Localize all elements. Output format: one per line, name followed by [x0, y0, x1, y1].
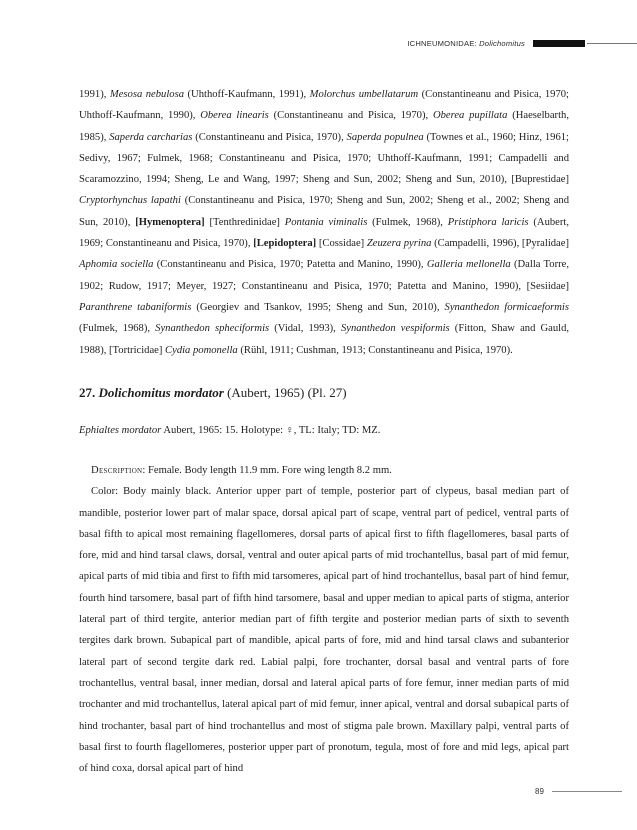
description-intro: [79, 460, 569, 481]
footer-rule: [552, 791, 622, 792]
citation-text: (Constantineanu and Pisica, 1970; Uhthoff-Kaufmann, 1990),: [79, 89, 569, 122]
citation-text: [Tenthredinidae]: [204, 216, 285, 228]
order-name: [Lepidoptera]: [253, 238, 317, 250]
citation-text: (Fitton, Shaw and Gauld, 1988), [Tortricidae]: [79, 323, 570, 356]
page-number: 89: [535, 787, 544, 796]
taxon-name: Saperda populnea: [346, 131, 424, 143]
citation-text: (Constantineanu and Pisica, 1970; Patetta and Manino, 1990),: [153, 259, 427, 271]
header-family: ICHNEUMONIDAE:: [407, 38, 480, 48]
description-section: [79, 460, 569, 779]
citation-text: (Campadelli, 1996), [Pyralidae]: [431, 238, 569, 250]
taxon-name: Molorchus umbellatarum: [309, 89, 419, 100]
taxon-name: Oberea pupillata: [432, 110, 508, 122]
running-header: [407, 37, 637, 49]
host-list-section: [79, 84, 569, 361]
taxon-name: Saperda carcharias: [109, 131, 193, 143]
species-plate: (Pl. 27): [304, 385, 347, 400]
taxon-name: Synanthedon formicaeformis: [444, 301, 569, 313]
taxon-name: Cydia pomonella: [165, 344, 238, 356]
citation-text: (Constantineanu and Pisica, 1970),: [192, 131, 347, 143]
citation-text: [Cossidae]: [316, 238, 367, 250]
species-name: Dolichomitus mordator: [98, 385, 224, 400]
citation-text: (Fulmek, 1968),: [79, 323, 156, 335]
citation-text: (Rühl, 1911; Cushman, 1913; Constantineanu and Pisica, 1970).: [237, 344, 513, 356]
synonym-name: Ephialtes mordator: [79, 425, 162, 436]
species-number: 27.: [79, 385, 96, 400]
citation-text: (Townes et al., 1960; Hinz, 1961; Sedivy, 1967; Fulmek, 1968; Constantineanu and Pisica, 1970; Uhthoff-Kaufmann, 1991; Campadelli and Scaramozzino, 1994; Sheng, Le and Wang, 1997; Sheng and Sun, 2002; Sheng and Sun, 2010), [Buprestidae]: [79, 131, 569, 186]
taxon-name: Zeuzera pyrina: [366, 238, 432, 250]
taxon-name: Pontania viminalis: [284, 216, 368, 228]
order-name: [Hymenoptera]: [135, 216, 205, 228]
citation-text: (Vidal, 1993),: [269, 323, 341, 335]
running-header-text: [407, 39, 525, 48]
description-label: Description: [91, 465, 143, 476]
citation-text: (Constantineanu and Pisica, 1970; Sheng and Sun, 2002; Sheng et al., 2002; Sheng and Sun, 2010),: [79, 195, 569, 228]
header-black-bar: [533, 40, 585, 47]
citation-text: (Georgiev and Tsankov, 1995; Sheng and Sun, 2010),: [191, 301, 445, 313]
taxon-name: Pristiphora laricis: [447, 216, 529, 228]
citation-text: (Uhthoff-Kaufmann, 1991),: [184, 89, 310, 100]
host-list-paragraph: [79, 84, 569, 361]
page-footer: [535, 787, 622, 796]
species-author: (Aubert, 1965): [223, 385, 305, 400]
citation-text: (Constantineanu and Pisica, 1970),: [268, 110, 433, 122]
species-heading: [79, 385, 347, 401]
taxon-name: Cryptorhynchus lapathi: [79, 195, 181, 207]
synonym-line: [79, 423, 569, 439]
taxon-name: Aphomia sociella: [79, 259, 154, 271]
citation-text: 1991),: [79, 89, 110, 100]
taxon-name: Galleria mellonella: [426, 259, 511, 271]
taxon-name: Synanthedon spheciformis: [155, 323, 270, 335]
header-genus: Dolichomitus: [479, 38, 525, 48]
taxon-name: Mesosa nebulosa: [109, 89, 185, 100]
citation-text: (Fulmek, 1968),: [367, 216, 448, 228]
description-color: Color: Body mainly black. Anterior upper part of temple, posterior part of clypeus, basal median part of mandible, posterior lower part of malar space, dorsal apical part of scape, ventral part of pedicel, ventral parts of basal fifth to apical most remaining flagellomeres, dorsal parts of apical first to fifth flagellomeres, basal parts of fore, mid and hind tarsal claws, dorsal, ventral and outer apical parts of mid trochantellus, basal part of mid femur, apical parts of mid tibia and first to fifth mid tarsomeres, apical part of hind trochantellus, basal part of hind femur, fourth hind tarsomere, basal part of fifth hind tarsomere, basal and upper median to apical parts of stigma, anterior lateral part of third tergite, anterior median part of fifth tergite and posterior median parts of sixth to seventh tergites dark brown. Subapical part of mandible, apical parts of fore, mid and hind tarsal claws and subanterior lateral part of second tergite dark red. Labial palpi, fore trochanter, dorsal basal and ventral parts of fore trochantellus, ventral basal, inner median, dorsal and lateral apical parts of fore femur, inner median parts of mid trochanter and mid trochantellus, lateral apical part of mid femur, inner apical, ventral and dorsal subapical parts of hind trochanter, basal part of hind trochantellus and most of stigma pale brown. Maxillary palpi, ventral parts of basal first to fourth flagellomeres, posterior upper part of pronotum, tegula, most of fore and mid legs, apical part of hind coxa, dorsal apical part of hind: [79, 486, 569, 775]
description-intro-text: : Female. Body length 11.9 mm. Fore wing length 8.2 mm.: [142, 465, 392, 476]
taxon-name: Oberea linearis: [200, 110, 269, 122]
taxon-name: Paranthrene tabaniformis: [79, 301, 192, 313]
citation-text: (Dalla Torre, 1902; Rudow, 1917; Meyer, 1927; Constantineanu and Pisica, 1970; Patetta and Manino, 1990), [Sesiidae]: [79, 259, 569, 292]
taxon-name: Synanthedon vespiformis: [340, 323, 450, 335]
synonym-details: Aubert, 1965: 15. Holotype: ♀, TL: Italy; TD: MZ.: [161, 425, 381, 436]
header-rule: [587, 43, 637, 44]
citation-text: (Aubert, 1969; Constantineanu and Pisica, 1970),: [79, 216, 569, 250]
citation-text: (Haeselbarth, 1985),: [79, 110, 569, 143]
